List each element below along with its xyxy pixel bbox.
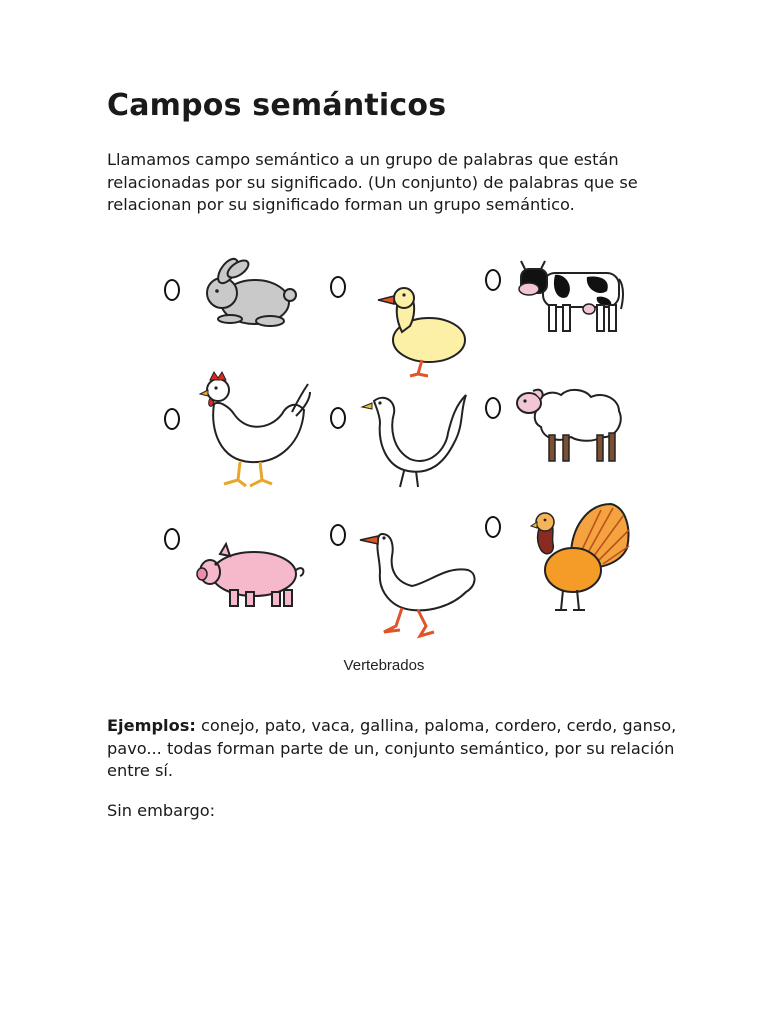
turkey-icon [531, 500, 631, 612]
rabbit-icon [200, 257, 300, 332]
figure-caption: Vertebrados [343, 657, 425, 674]
hen-icon [200, 370, 310, 488]
duck-icon [374, 280, 469, 380]
answer-circle[interactable] [485, 397, 501, 419]
examples-text: conejo, pato, vaca, gallina, paloma, cordero, cerdo, ganso, pavo... todas forman parte de un, conjunto semántico, por su relación entre sí. [107, 716, 677, 780]
animal-cell-turkey [481, 500, 631, 620]
animal-cell-pig [160, 520, 310, 640]
answer-circle[interactable] [330, 407, 346, 429]
animal-cell-hen [160, 370, 310, 490]
answer-circle[interactable] [164, 408, 180, 430]
animal-cell-rabbit [160, 255, 310, 375]
animal-cell-dove [326, 385, 476, 505]
examples-paragraph [107, 715, 687, 783]
answer-circle[interactable] [485, 269, 501, 291]
answer-circle[interactable] [485, 516, 501, 538]
cow-icon [515, 257, 625, 337]
sheep-icon [515, 377, 625, 467]
animal-cell-sheep [481, 375, 631, 495]
animal-cell-cow [481, 255, 631, 375]
answer-circle[interactable] [164, 279, 180, 301]
answer-circle[interactable] [330, 524, 346, 546]
closing-text: Sin embargo: [107, 801, 216, 820]
animal-cell-goose [326, 520, 476, 640]
intro-paragraph: Llamamos campo semántico a un grupo de palabras que están relacionadas por su significado. (Un conjunto) de palabras que se relacionan por su significado forman un grupo semántico. [107, 150, 638, 214]
animal-cell-duck [326, 272, 476, 392]
page-title: Campos semánticos [107, 88, 447, 123]
goose-icon [356, 526, 481, 644]
answer-circle[interactable] [330, 276, 346, 298]
answer-circle[interactable] [164, 528, 180, 550]
examples-label: Ejemplos: [107, 716, 196, 735]
dove-icon [360, 387, 470, 487]
pig-icon [196, 542, 306, 612]
